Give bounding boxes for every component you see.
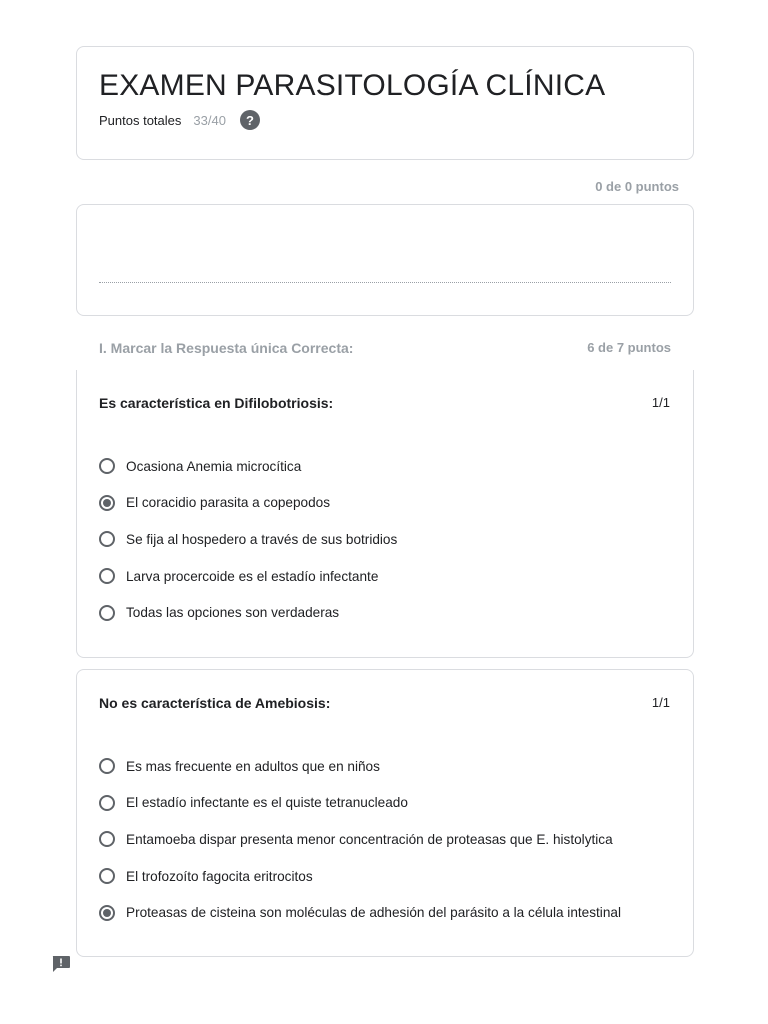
option-label: Entamoeba dispar presenta menor concentración de proteasas que E. histolytica xyxy=(126,831,613,847)
option-label: El trofozoíto fagocita eritrocitos xyxy=(126,868,313,884)
section-title: I. Marcar la Respuesta única Correcta: xyxy=(99,340,354,356)
form-header-card xyxy=(76,46,694,160)
radio-option[interactable] xyxy=(99,785,621,822)
option-label: El estadío infectante es el quiste tetranucleado xyxy=(126,795,408,811)
radio-button[interactable] xyxy=(99,531,115,547)
radio-button[interactable] xyxy=(99,868,115,884)
radio-option[interactable] xyxy=(99,894,621,931)
radio-button[interactable] xyxy=(99,795,115,811)
radio-option[interactable] xyxy=(99,448,397,485)
section-points: 6 de 7 puntos xyxy=(587,340,671,355)
radio-button-selected[interactable] xyxy=(99,495,115,511)
option-label: Ocasiona Anemia microcítica xyxy=(126,458,302,474)
radio-option[interactable] xyxy=(99,521,397,558)
empty-section-points: 0 de 0 puntos xyxy=(595,179,679,194)
empty-section-card xyxy=(76,204,694,316)
radio-option[interactable] xyxy=(99,485,397,522)
option-label: Se fija al hospedero a través de sus botridios xyxy=(126,531,398,547)
radio-button-selected[interactable] xyxy=(99,905,115,921)
option-label: Todas las opciones son verdaderas xyxy=(126,605,340,621)
option-label: Proteasas de cisteina son moléculas de adhesión del parásito a la célula intestinal xyxy=(126,905,621,921)
radio-button[interactable] xyxy=(99,758,115,774)
question-card-1 xyxy=(76,370,694,658)
radio-option[interactable] xyxy=(99,821,621,858)
dotted-divider xyxy=(99,282,671,283)
total-score-label: Puntos totales xyxy=(99,112,182,128)
question-options xyxy=(99,748,621,931)
question-options xyxy=(99,448,397,631)
radio-button[interactable] xyxy=(99,605,115,621)
option-label: Larva procercoide es el estadío infectante xyxy=(126,568,379,584)
radio-button[interactable] xyxy=(99,831,115,847)
radio-option[interactable] xyxy=(99,748,621,785)
option-label: Es mas frecuente en adultos que en niños xyxy=(126,758,380,774)
feedback-icon[interactable] xyxy=(51,955,71,973)
radio-button[interactable] xyxy=(99,458,115,474)
form-title: EXAMEN PARASITOLOGÍA CLÍNICA xyxy=(99,69,606,102)
radio-option[interactable] xyxy=(99,594,397,631)
total-score-value: 33/40 xyxy=(193,112,226,128)
question-title: No es característica de Amebiosis: xyxy=(99,695,331,711)
total-score-row xyxy=(99,110,260,130)
radio-option[interactable] xyxy=(99,558,397,595)
radio-option[interactable] xyxy=(99,858,621,895)
question-title: Es característica en Difilobotriosis: xyxy=(99,395,334,411)
option-label: El coracidio parasita a copepodos xyxy=(126,495,331,511)
help-icon[interactable]: ? xyxy=(240,110,260,130)
question-score: 1/1 xyxy=(651,395,670,410)
radio-button[interactable] xyxy=(99,568,115,584)
question-score: 1/1 xyxy=(651,695,670,710)
question-card-2 xyxy=(76,669,694,957)
